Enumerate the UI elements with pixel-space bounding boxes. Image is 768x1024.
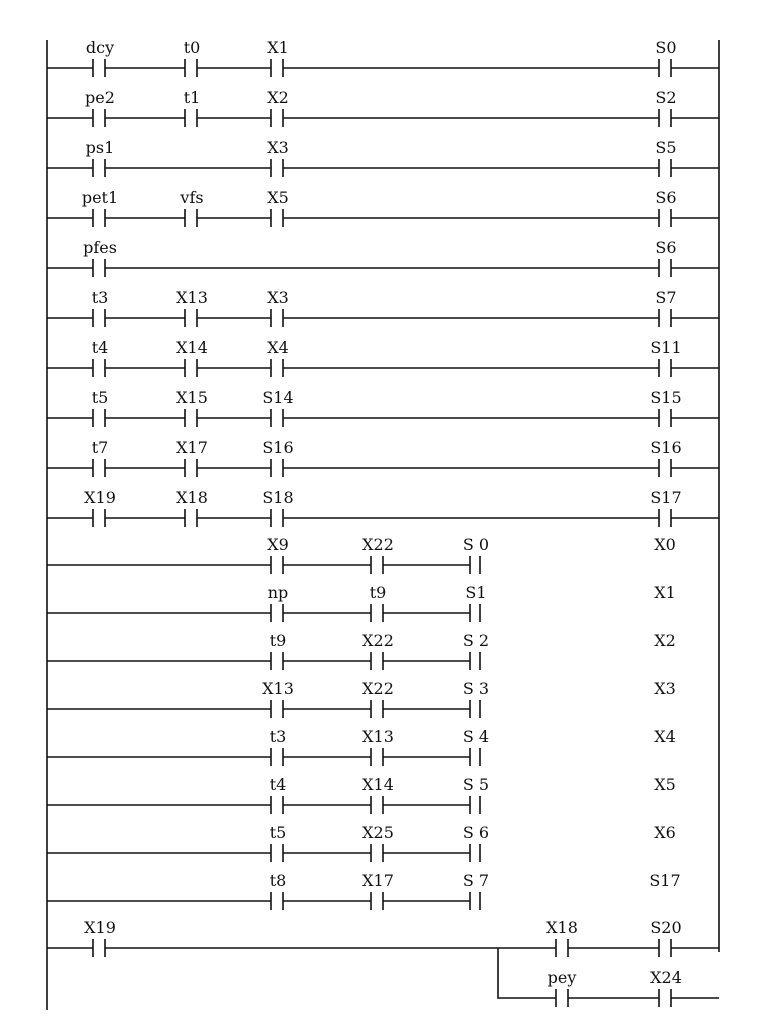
contact-symbol — [185, 59, 197, 77]
condition-contact-symbol — [371, 556, 383, 574]
contact-label: X13 — [176, 288, 208, 307]
output-label: S17 — [650, 488, 682, 507]
contact-symbol — [185, 109, 197, 127]
contact-symbol — [93, 359, 105, 377]
condition-output-label: X3 — [654, 679, 676, 698]
contact-label: pfes — [83, 238, 117, 257]
contact-label: t4 — [91, 338, 109, 357]
contact-symbol — [185, 359, 197, 377]
rung-0 — [47, 38, 719, 77]
condition-contact-symbol — [271, 748, 283, 766]
condition-contact-symbol — [271, 844, 283, 862]
condition-contact-symbol — [470, 652, 480, 670]
rung-7 — [47, 388, 719, 427]
condition-output-label: X0 — [654, 535, 676, 554]
condition-output-label: X1 — [654, 583, 676, 602]
condition-rung-5 — [47, 775, 676, 814]
condition-contact-symbol — [470, 844, 480, 862]
contact-label: X15 — [176, 388, 208, 407]
condition-contact-symbol — [371, 652, 383, 670]
condition-contact-symbol — [470, 700, 480, 718]
condition-rung-0 — [47, 535, 676, 574]
rung-4 — [47, 238, 719, 277]
condition-contact-label: t5 — [269, 823, 287, 842]
condition-contact-label: t8 — [269, 871, 287, 890]
condition-contact-label: S 2 — [462, 631, 490, 650]
output-label: S6 — [655, 238, 677, 257]
output-contact-symbol — [659, 59, 671, 77]
contact-symbol — [93, 509, 105, 527]
condition-contact-symbol — [371, 604, 383, 622]
condition-rung-7 — [47, 871, 681, 910]
condition-rung-2 — [47, 631, 676, 670]
contact-symbol — [271, 509, 283, 527]
condition-rung-1 — [47, 583, 676, 622]
contact-symbol — [185, 459, 197, 477]
condition-rung-6 — [47, 823, 676, 862]
final-input-contact — [93, 939, 105, 957]
rung-8 — [47, 438, 719, 477]
condition-rung-4 — [47, 727, 676, 766]
final-input-label: X19 — [84, 918, 116, 937]
condition-contact-symbol — [271, 652, 283, 670]
condition-output-label: X4 — [654, 727, 676, 746]
condition-contact-label: S 6 — [462, 823, 490, 842]
contact-label: ps1 — [85, 138, 115, 157]
final-rung-group — [47, 918, 719, 1007]
condition-contact-label: S1 — [465, 583, 487, 602]
contact-symbol — [271, 459, 283, 477]
contact-label: X19 — [84, 488, 116, 507]
final-output-bottom-label: X24 — [650, 968, 682, 987]
condition-contact-symbol — [271, 796, 283, 814]
final-branch-top-contact — [556, 939, 568, 957]
condition-rung-3 — [47, 679, 676, 718]
contact-symbol — [93, 59, 105, 77]
condition-contact-symbol — [271, 892, 283, 910]
contact-symbol — [93, 409, 105, 427]
contact-symbol — [271, 109, 283, 127]
condition-output-label: X2 — [654, 631, 676, 650]
condition-contact-symbol — [271, 700, 283, 718]
contact-symbol — [271, 409, 283, 427]
contact-label: X2 — [267, 88, 289, 107]
condition-contact-label: X22 — [362, 631, 394, 650]
condition-contact-symbol — [470, 556, 480, 574]
output-label: S15 — [650, 388, 682, 407]
condition-contact-label: X13 — [262, 679, 294, 698]
contact-label: dcy — [85, 38, 115, 57]
condition-contact-label: t4 — [269, 775, 287, 794]
contact-label: X14 — [176, 338, 208, 357]
condition-contact-symbol — [470, 892, 480, 910]
final-output-top-label: S20 — [650, 918, 682, 937]
output-contact-symbol — [659, 259, 671, 277]
contact-symbol — [93, 459, 105, 477]
condition-contact-symbol — [371, 796, 383, 814]
condition-contact-label: t3 — [269, 727, 287, 746]
contact-label: t0 — [183, 38, 201, 57]
condition-contact-symbol — [371, 844, 383, 862]
contact-symbol — [271, 159, 283, 177]
output-contact-symbol — [659, 459, 671, 477]
condition-output-label: X6 — [654, 823, 676, 842]
contact-label: pet1 — [81, 188, 119, 207]
condition-contact-label: X17 — [362, 871, 394, 890]
condition-contact-symbol — [271, 604, 283, 622]
condition-contact-symbol — [371, 748, 383, 766]
condition-contact-symbol — [470, 748, 480, 766]
output-label: S5 — [655, 138, 677, 157]
output-contact-symbol — [659, 159, 671, 177]
contact-symbol — [93, 309, 105, 327]
contact-symbol — [93, 209, 105, 227]
final-branch-top-label: X18 — [546, 918, 578, 937]
contact-label: X5 — [267, 188, 289, 207]
output-contact-symbol — [659, 359, 671, 377]
contact-label: t5 — [91, 388, 109, 407]
rungs-group — [47, 38, 719, 527]
condition-contact-label: S 7 — [462, 871, 490, 890]
condition-contact-label: t9 — [369, 583, 387, 602]
condition-contact-label: X14 — [362, 775, 394, 794]
rung-3 — [47, 188, 719, 227]
condition-contact-label: X9 — [267, 535, 289, 554]
condition-output-label: S17 — [649, 871, 681, 890]
output-contact-symbol — [659, 509, 671, 527]
condition-contact-label: X13 — [362, 727, 394, 746]
contact-symbol — [271, 59, 283, 77]
condition-contact-label: S 5 — [462, 775, 490, 794]
contact-label: S16 — [262, 438, 294, 457]
contact-label: X3 — [267, 138, 289, 157]
output-contact-symbol — [659, 109, 671, 127]
output-label: S11 — [650, 338, 682, 357]
rung-6 — [47, 338, 719, 377]
final-branch-bottom-label: pey — [547, 968, 577, 987]
output-contact-symbol — [659, 309, 671, 327]
contact-label: t3 — [91, 288, 109, 307]
output-label: S7 — [655, 288, 677, 307]
condition-contact-label: np — [267, 583, 289, 602]
condition-contact-label: S 3 — [462, 679, 490, 698]
contact-symbol — [185, 209, 197, 227]
contact-symbol — [185, 509, 197, 527]
contact-symbol — [185, 309, 197, 327]
output-label: S6 — [655, 188, 677, 207]
output-label: S2 — [655, 88, 677, 107]
contact-symbol — [271, 309, 283, 327]
rung-5 — [47, 288, 719, 327]
contact-label: t1 — [183, 88, 201, 107]
output-label: S16 — [650, 438, 682, 457]
contact-label: X4 — [267, 338, 289, 357]
condition-contact-symbol — [371, 700, 383, 718]
condition-contact-symbol — [371, 892, 383, 910]
rung-2 — [47, 138, 719, 177]
contact-label: S14 — [262, 388, 294, 407]
contact-symbol — [93, 259, 105, 277]
final-output-top-contact — [659, 939, 671, 957]
contact-symbol — [93, 109, 105, 127]
condition-contact-label: X22 — [362, 679, 394, 698]
final-branch-bottom-contact — [556, 989, 568, 1007]
condition-contact-label: X25 — [362, 823, 394, 842]
contact-label: X1 — [267, 38, 289, 57]
condition-contact-symbol — [470, 604, 480, 622]
condition-contact-symbol — [470, 796, 480, 814]
condition-contact-label: S 0 — [462, 535, 490, 554]
condition-output-label: X5 — [654, 775, 676, 794]
output-label: S0 — [655, 38, 677, 57]
condition-contact-label: X22 — [362, 535, 394, 554]
contact-symbol — [185, 409, 197, 427]
contact-label: t7 — [91, 438, 109, 457]
contact-symbol — [93, 159, 105, 177]
output-contact-symbol — [659, 209, 671, 227]
rung-1 — [47, 88, 719, 127]
conditions-group — [47, 535, 681, 910]
condition-contact-symbol — [271, 556, 283, 574]
condition-contact-label: t9 — [269, 631, 287, 650]
output-contact-symbol — [659, 409, 671, 427]
contact-label: X17 — [176, 438, 208, 457]
contact-symbol — [271, 209, 283, 227]
contact-label: vfs — [180, 188, 204, 207]
condition-contact-label: S 4 — [462, 727, 490, 746]
final-output-bottom-contact — [659, 989, 671, 1007]
contact-symbol — [271, 359, 283, 377]
contact-label: S18 — [262, 488, 294, 507]
contact-label: X18 — [176, 488, 208, 507]
rung-9 — [47, 488, 719, 527]
contact-label: pe2 — [85, 88, 115, 107]
contact-label: X3 — [267, 288, 289, 307]
